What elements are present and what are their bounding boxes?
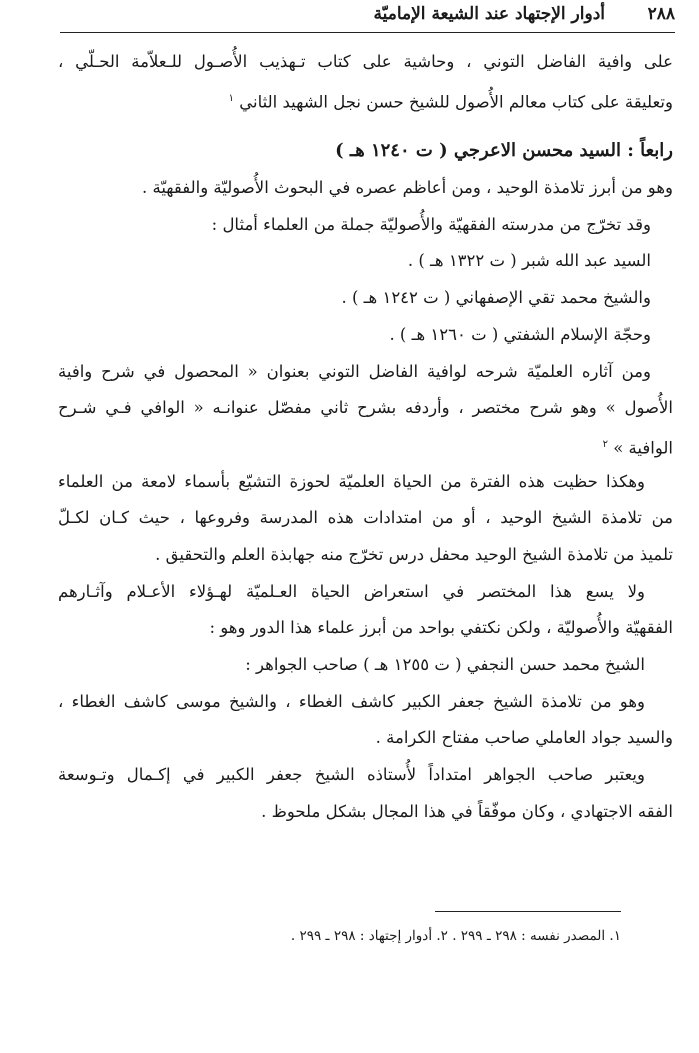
footnote-divider — [435, 911, 621, 912]
text-line: الفقهيّة والأُصوليّة ، ولكن نكتفي بواحد من أبرز علماء هذا الدور وهو : — [209, 618, 673, 638]
running-header — [60, 2, 675, 33]
text-line: الأُصول » وهو شرح مختصر ، وأردفه بشرح ثاني مفصّل عنوانـه « الوافي فـي شـرح — [58, 398, 673, 418]
footnote-marker: ١ — [228, 92, 234, 104]
text-line — [58, 427, 673, 464]
text-line: ومن آثاره العلميّة شرحه لوافية الفاضل التوني بعنوان « المحصول في شرح وافية — [58, 361, 651, 381]
text-line: السيد عبد الله شبر ( ت ١٣٢٢ هـ ) . — [407, 251, 651, 271]
text-line: ولا يسع هذا المختصر في استعراض الحياة العـلميّة لهـؤلاء الأعـلام وآثـارهم — [58, 581, 645, 601]
text-line: وحجّة الإسلام الشفتي ( ت ١٢٦٠ هـ ) . — [389, 324, 651, 344]
text-line: ويعتبر صاحب الجواهر امتداداً لأُستاذه الشيخ جعفر الكبير في إكـمال وتـوسعة — [58, 765, 645, 785]
text-line: والسيد جواد العاملي صاحب مفتاح الكرامة . — [375, 728, 673, 748]
text-line: والشيخ محمد تقي الإصفهاني ( ت ١٢٤٢ هـ ) . — [341, 288, 651, 308]
page-number: ٢٨٨ — [647, 4, 675, 24]
running-title: أدوار الإجتهاد عند الشيعة الإماميّة — [373, 4, 605, 24]
line-text: الوافية » — [613, 438, 673, 458]
text-line: وهو من تلامذة الشيخ جعفر الكبير كاشف الغطاء ، والشيخ موسى كاشف الغطاء ، — [58, 691, 645, 711]
line-text: وتعليقة على كتاب معالم الأُصول للشيخ حسن نجل الشهيد الثاني — [239, 92, 673, 112]
section-heading: رابعاً : السيد محسن الاعرجي ( ت ١٢٤٠ هـ ) — [335, 140, 673, 162]
text-line — [58, 81, 673, 118]
text-line: الفقه الاجتهادي ، وكان موفّقاً في هذا المجال بشكل ملحوظ . — [261, 801, 673, 821]
text-line: على وافية الفاضل التوني ، وحاشية على كتاب تـهذيب الأُصـول للـعلاّمة الحـلّي ، — [58, 52, 673, 71]
text-line: وهو من أبرز تلامذة الوحيد ، ومن أعاظم عصره في البحوث الأُصوليّة والفقهيّة . — [141, 178, 673, 198]
footnote-marker: ٢ — [602, 438, 608, 450]
footnote: ١. المصدر نفسه : ٢٩٨ ـ ٢٩٩ . ٢. أدوار إجتهاد : ٢٩٨ ـ ٢٩٩ . — [290, 928, 621, 944]
text-line: الشيخ محمد حسن النجفي ( ت ١٢٥٥ هـ ) صاحب الجواهر : — [245, 655, 645, 674]
text-line: من تلامذة الشيخ الوحيد ، أو من امتدادات هذه المدرسة وفروعها ، حيث كـان لكـلّ — [58, 508, 673, 528]
text-line: تلميذ من تلامذة الشيخ الوحيد محفل درس تخرّج منه جهابذة العلم والتحقيق . — [155, 544, 673, 564]
text-line: وهكذا حظيت هذه الفترة من الحياة العلميّة لحوزة التشيّع بأسماء لامعة من العلماء — [58, 471, 645, 491]
text-line: وقد تخرّج من مدرسته الفقهيّة والأُصوليّة جملة من العلماء أمثال : — [211, 214, 651, 234]
main-text — [58, 44, 673, 830]
